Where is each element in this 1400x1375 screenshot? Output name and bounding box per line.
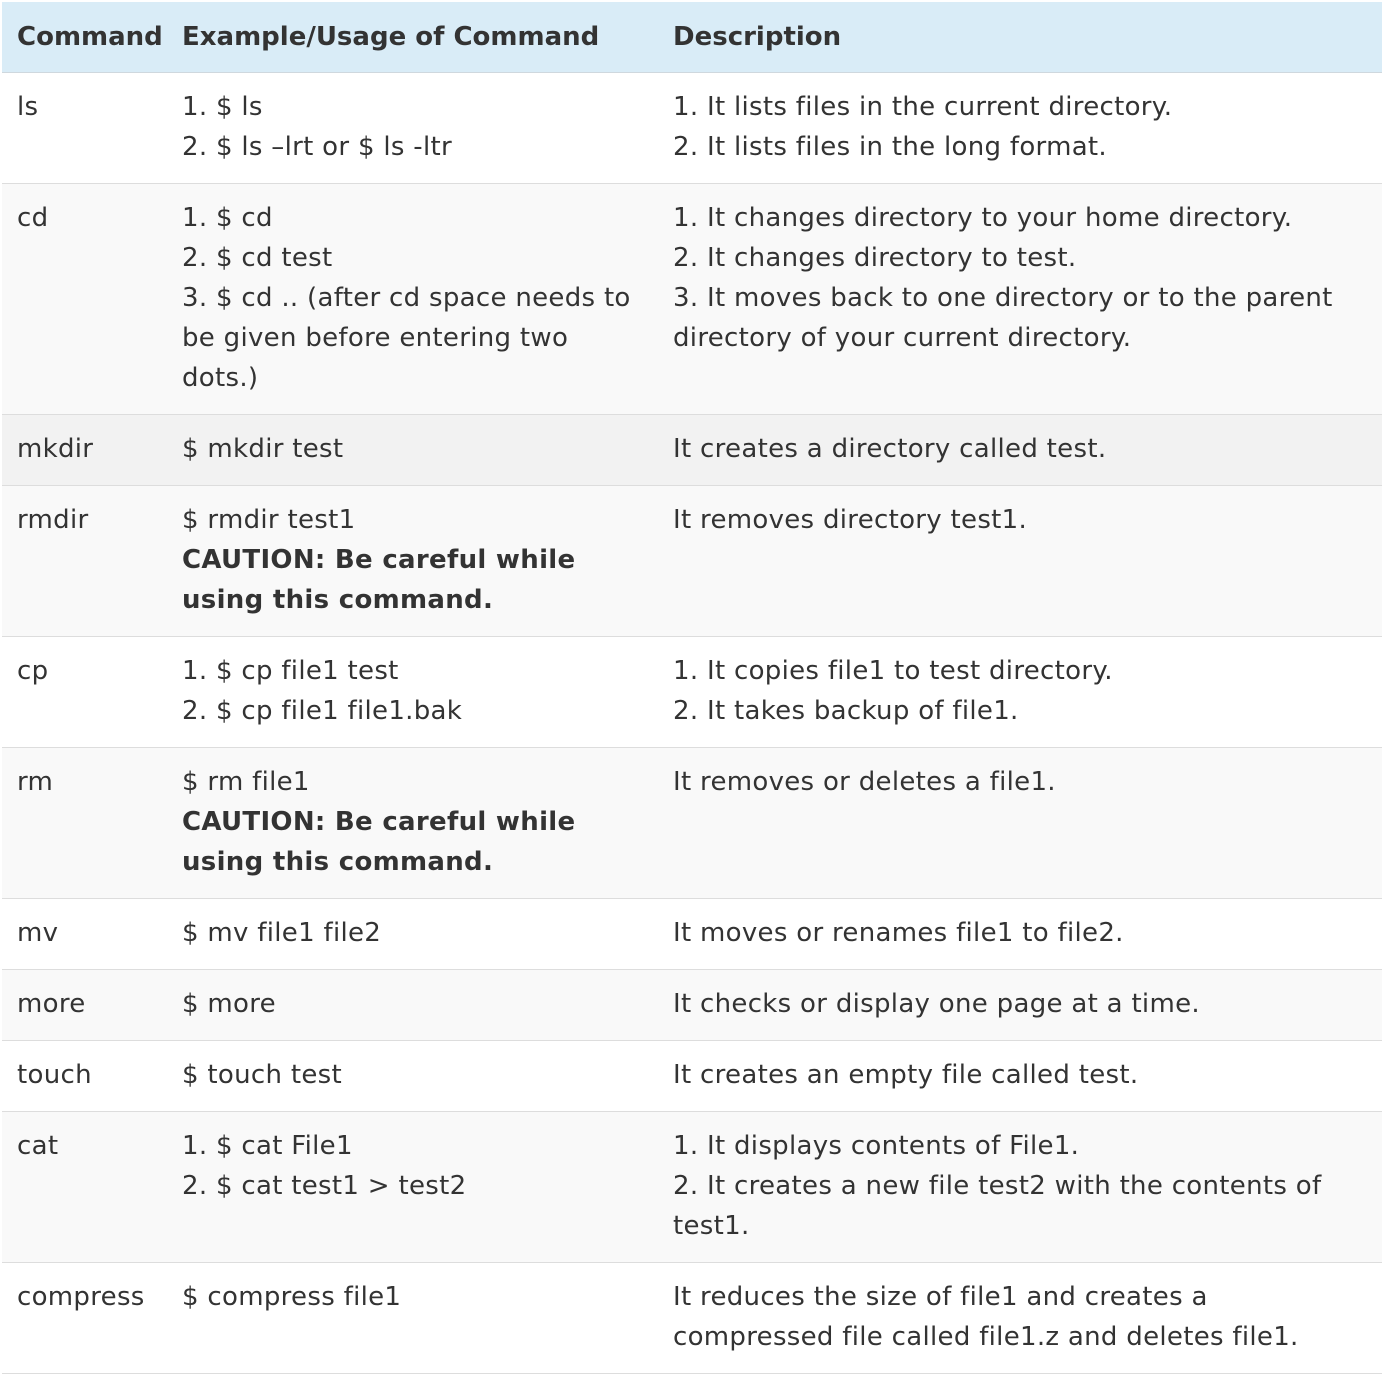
example-line: 2. $ cat test1 > test2 — [182, 1171, 467, 1201]
header-example: Example/Usage of Command — [167, 2, 658, 73]
description-line: 1. It copies file1 to test directory. — [673, 656, 1113, 686]
table-row — [2, 73, 1382, 184]
example-line: $ touch test — [182, 1060, 342, 1090]
header-row — [2, 2, 1382, 73]
example-line: $ rmdir test1 — [182, 505, 356, 535]
example-line: $ compress file1 — [182, 1282, 402, 1312]
description-cell — [658, 637, 1382, 748]
example-line: $ rm file1 — [182, 767, 310, 797]
caution-note: CAUTION: Be careful while using this command. — [182, 545, 576, 615]
description-line: It reduces the size of file1 and creates a compressed file called file1.z and deletes file1. — [673, 1282, 1299, 1352]
example-cell — [167, 637, 658, 748]
description-cell — [658, 748, 1382, 899]
example-cell — [167, 970, 658, 1041]
table-row — [2, 748, 1382, 899]
description-line: 3. It moves back to one directory or to the parent directory of your current directory. — [673, 283, 1333, 353]
description-line: It creates a directory called test. — [673, 434, 1107, 464]
description-cell — [658, 184, 1382, 415]
example-cell — [167, 73, 658, 184]
example-line: $ mv file1 file2 — [182, 918, 382, 948]
example-cell — [167, 1041, 658, 1112]
header-command: Command — [2, 2, 167, 73]
command-cell: compress — [2, 1263, 167, 1374]
example-line: 1. $ cd — [182, 203, 273, 233]
example-line: $ mkdir test — [182, 434, 344, 464]
command-cell: more — [2, 970, 167, 1041]
example-line: 2. $ cp file1 file1.bak — [182, 696, 463, 726]
table-row — [2, 637, 1382, 748]
table-row — [2, 1112, 1382, 1263]
description-line: It moves or renames file1 to file2. — [673, 918, 1124, 948]
command-cell: mv — [2, 899, 167, 970]
header-description: Description — [658, 2, 1382, 73]
example-line: 3. $ cd .. (after cd space needs to be given before entering two dots.) — [182, 283, 631, 393]
description-cell — [658, 415, 1382, 486]
description-line: 2. It takes backup of file1. — [673, 696, 1019, 726]
table-row — [2, 970, 1382, 1041]
example-line: 1. $ ls — [182, 92, 263, 122]
description-cell — [658, 1041, 1382, 1112]
description-cell — [658, 899, 1382, 970]
example-cell — [167, 899, 658, 970]
example-cell — [167, 748, 658, 899]
table-header — [2, 2, 1382, 73]
example-cell — [167, 1112, 658, 1263]
command-cell: rmdir — [2, 486, 167, 637]
table-row — [2, 184, 1382, 415]
command-cell: cp — [2, 637, 167, 748]
description-cell — [658, 970, 1382, 1041]
description-cell — [658, 486, 1382, 637]
table-row — [2, 415, 1382, 486]
example-cell — [167, 1263, 658, 1374]
description-cell — [658, 1263, 1382, 1374]
description-line: 1. It changes directory to your home directory. — [673, 203, 1293, 233]
command-cell: rm — [2, 748, 167, 899]
table-body — [2, 73, 1382, 1374]
commands-table — [2, 2, 1382, 1374]
command-cell: ls — [2, 73, 167, 184]
example-line: 2. $ ls –lrt or $ ls -ltr — [182, 132, 452, 162]
command-cell: mkdir — [2, 415, 167, 486]
example-line: 1. $ cat File1 — [182, 1131, 353, 1161]
description-line: It creates an empty file called test. — [673, 1060, 1139, 1090]
table-row — [2, 899, 1382, 970]
description-line: 2. It creates a new file test2 with the contents of test1. — [673, 1171, 1322, 1241]
description-line: It removes or deletes a file1. — [673, 767, 1056, 797]
description-line: 1. It displays contents of File1. — [673, 1131, 1080, 1161]
description-line: 1. It lists files in the current directory. — [673, 92, 1173, 122]
example-line: $ more — [182, 989, 276, 1019]
description-cell — [658, 1112, 1382, 1263]
caution-note: CAUTION: Be careful while using this command. — [182, 807, 576, 877]
command-cell: cat — [2, 1112, 167, 1263]
example-line: 1. $ cp file1 test — [182, 656, 399, 686]
table-row — [2, 1041, 1382, 1112]
description-line: 2. It lists files in the long format. — [673, 132, 1107, 162]
example-cell — [167, 184, 658, 415]
example-cell — [167, 486, 658, 637]
table-row — [2, 486, 1382, 637]
command-cell: touch — [2, 1041, 167, 1112]
table-row — [2, 1263, 1382, 1374]
description-cell — [658, 73, 1382, 184]
description-line: It removes directory test1. — [673, 505, 1028, 535]
example-line: 2. $ cd test — [182, 243, 333, 273]
description-line: It checks or display one page at a time. — [673, 989, 1200, 1019]
example-cell — [167, 415, 658, 486]
description-line: 2. It changes directory to test. — [673, 243, 1077, 273]
command-cell: cd — [2, 184, 167, 415]
